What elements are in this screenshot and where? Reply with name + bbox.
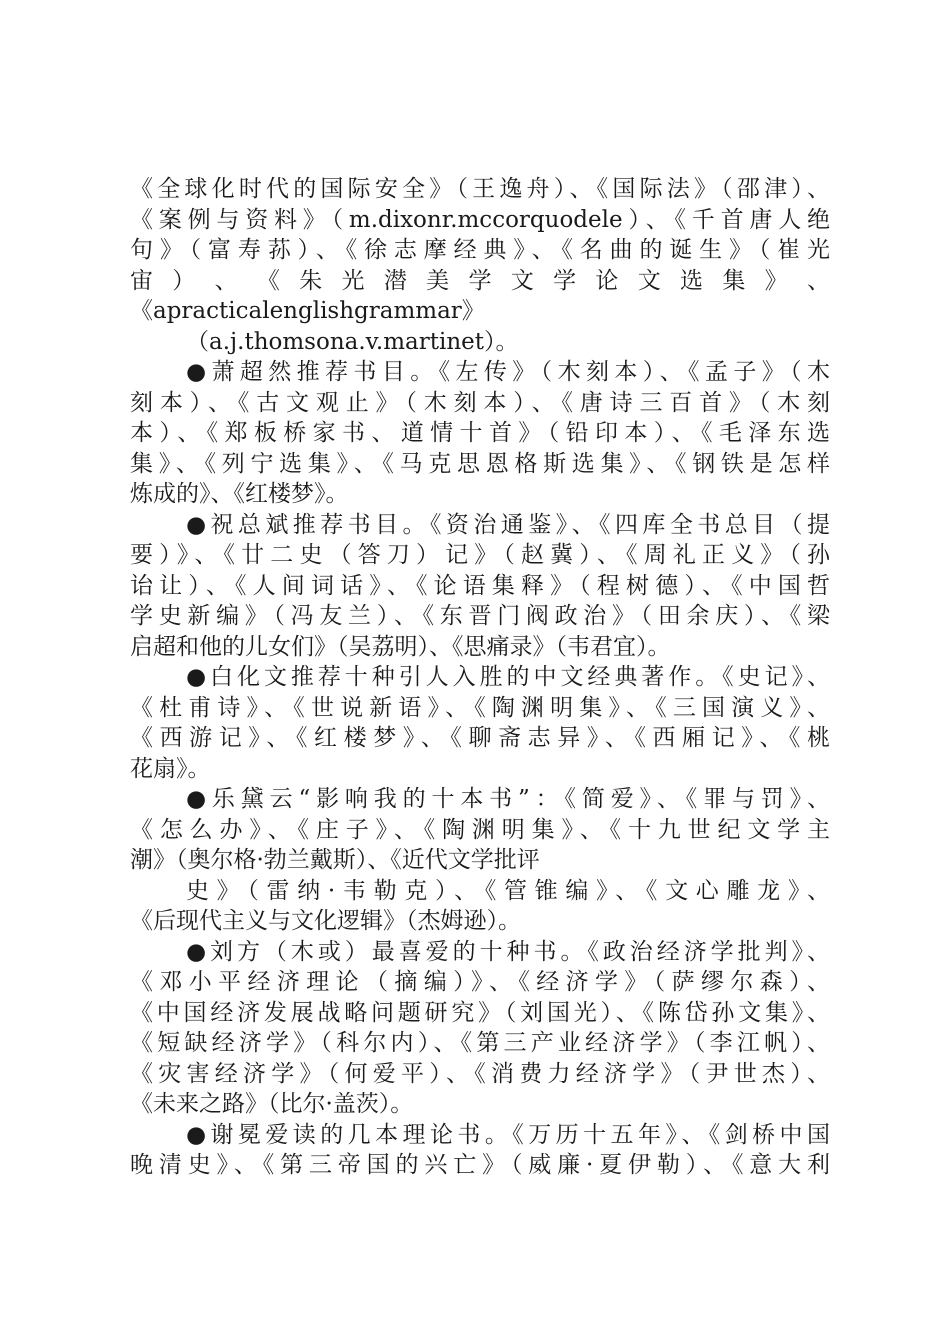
text-line: （a.j.thomsona.v.martinet）。 [186, 328, 519, 355]
text-line: 《apracticalenglishgrammar》 [130, 298, 485, 324]
bullet-paragraph-start: ●祝总斌推荐书目。《资治通鉴》、《四库全书总目（提 [186, 511, 830, 538]
text-line: 宙 ） 、 《 朱 光 潜 美 学 文 学 论 文 选 集 》 、 [130, 267, 830, 294]
text-line: 花扇》。 [130, 755, 211, 782]
text-line: 集》、《列宁选集》、《马克思恩格斯选集》、《钢铁是怎样 [130, 450, 830, 477]
text-line: 刻本）、《古文观止》（木刻本）、《唐诗三百首》（木刻 [130, 389, 830, 416]
text-line: 要）》、《廿二史（答刀）记》（赵冀）、《周礼正义》（孙 [130, 542, 830, 568]
text-line: 学史新编》（冯友兰）、《东晋门阀政治》（田余庆）、《梁 [130, 603, 830, 629]
text-line: 启超和他的儿女们》（吴荔明）、《思痛录》（韦君宜）。 [130, 633, 671, 660]
text-line: 潮》（奥尔格·勃兰戴斯）、《近代文学批评 [130, 847, 540, 873]
text-line: 《杜甫诗》、《世说新语》、《陶渊明集》、《三国演义》、 [130, 694, 830, 721]
bullet-paragraph-start: ●乐黛云“影响我的十本书”：《简爱》、《罪与罚》、 [186, 786, 830, 812]
text-line: 本）、《郑板桥家书、道情十首》（铅印本）、《毛泽东选 [130, 420, 830, 446]
bullet-paragraph-start: ●白化文推荐十种引人入胜的中文经典著作。《史记》、 [186, 664, 830, 690]
text-line: 晚清史》、《第三帝国的兴亡》（威廉·夏伊勒）、《意大利 [130, 1152, 830, 1178]
text-line: 《中国经济发展战略问题研究》（刘国光）、《陈岱孙文集》、 [130, 999, 830, 1026]
text-line: 句》（富寿荪）、《徐志摩经典》、《名曲的诞生》（崔光 [130, 237, 830, 263]
text-line: 《未来之路》（比尔·盖茨）。 [130, 1091, 414, 1117]
text-line: 史》（雷纳·韦勒克）、《管锥编》、《文心雕龙》、 [186, 877, 830, 904]
document-body [130, 174, 830, 1181]
text-line: 《灾害经济学》（何爱平）、《消费力经济学》（尹世杰）、 [130, 1060, 830, 1087]
bullet-paragraph-start: ●萧超然推荐书目。《左传》（木刻本）、《孟子》（木 [186, 359, 830, 385]
bullet-paragraph-start: ●刘方（木或）最喜爱的十种书。《政治经济学批判》、 [186, 938, 830, 965]
bullet-paragraph-start: ●谢冕爱读的几本理论书。《万历十五年》、《剑桥中国 [186, 1121, 830, 1148]
text-line: 《短缺经济学》（科尔内）、《第三产业经济学》（李江帆）、 [130, 1030, 830, 1056]
text-line: 诒让）、《人间词话》、《论语集释》（程树德）、《中国哲 [130, 572, 830, 599]
text-line: 《怎么办》、《庄子》、《陶渊明集》、《十九世纪文学主 [130, 816, 830, 843]
text-line: 《后现代主义与文化逻辑》（杰姆逊）。 [130, 908, 521, 934]
text-line: 《西游记》、《红楼梦》、《聊斋志异》、《西厢记》、《桃 [130, 725, 830, 751]
text-line: 炼成的》、《红楼梦》。 [130, 481, 349, 507]
text-line: 《案例与资料》（m.dixonr.mccorquodele）、《千首唐人绝 [130, 206, 830, 233]
text-line: 《全球化时代的国际安全》（王逸舟）、《国际法》（邵津）、 [130, 176, 830, 202]
text-line: 《邓小平经济理论（摘编）》、《经济学》（萨缪尔森）、 [130, 969, 830, 995]
